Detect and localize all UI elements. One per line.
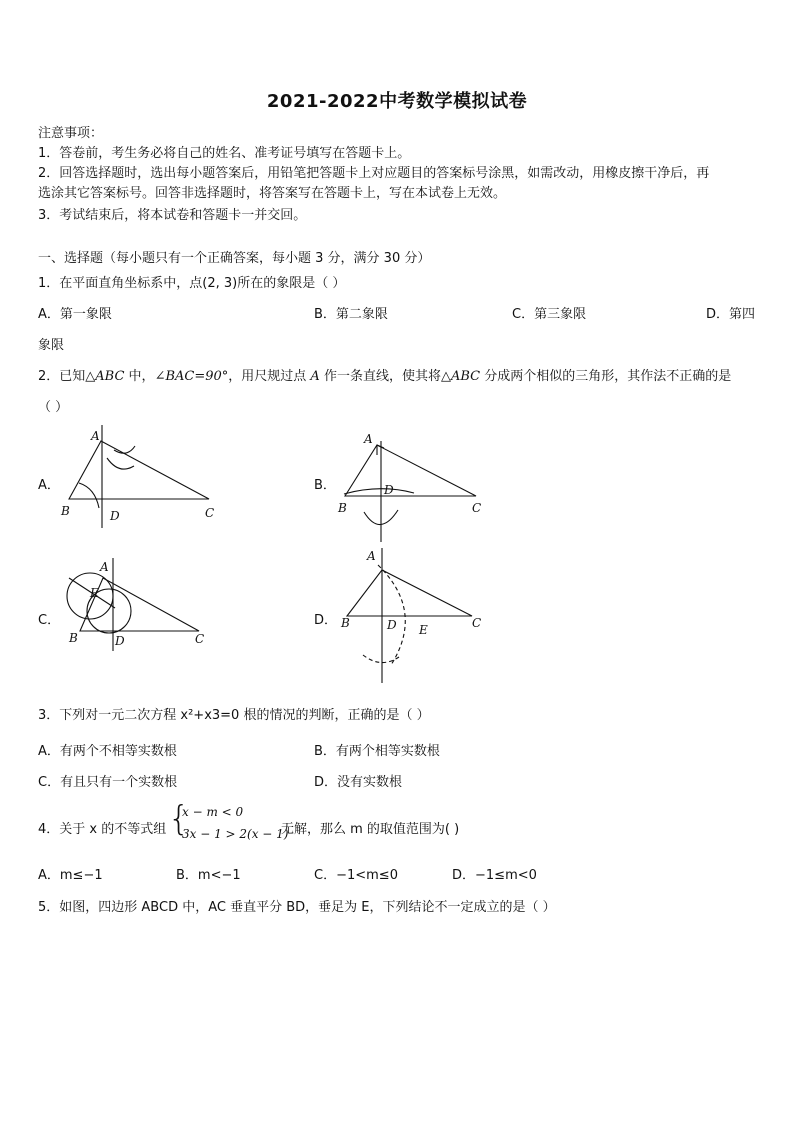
notes-line-1: 1．答卷前，考生务必将自己的姓名、准考证号填写在答题卡上。 (38, 146, 411, 161)
q4-option-b: B．m<−1 (176, 868, 241, 883)
q1-stem: 1．在平面直角坐标系中，点(2, 3)所在的象限是（ ） (38, 276, 346, 291)
fig-a-label-a: A (91, 429, 100, 443)
q1-option-d-wrap: 象限 (38, 338, 65, 353)
q2-option-d-label: D． (314, 613, 338, 628)
notes-line-3: 3．考试结束后，将本试卷和答题卡一并交回。 (38, 208, 307, 223)
fig-b-label-a: A (364, 432, 373, 446)
q2-stem-mid3: 作一条直线，使其将△ (319, 369, 451, 384)
fig-c-label-e: E (90, 586, 99, 600)
notes-line-2a: 2．回答选择题时，选出每小题答案后，用铅笔把答题卡上对应题目的答案标号涂黑，如需改动，用橡皮擦干净后，再 (38, 166, 710, 181)
q2-figure-c (55, 552, 225, 652)
q1-option-d: D．第四 (706, 307, 756, 322)
q2-angle: ∠BAC=90° (154, 369, 229, 384)
q3-option-c: C．有且只有一个实数根 (38, 775, 178, 790)
q3-option-a: A．有两个不相等实数根 (38, 744, 177, 759)
q2-abc-2: ABC (450, 369, 481, 384)
q2-stem-mid1: 中， (124, 369, 155, 384)
q2-stem-mid2: ，用尺规过点 (228, 369, 311, 384)
q2-option-b-label: B． (314, 478, 336, 493)
fig-d-triangle (347, 570, 472, 616)
fig-b-label-b: B (338, 501, 347, 515)
fig-d-label-d: D (387, 618, 397, 632)
q2-figure-d (333, 543, 493, 688)
q2-option-a-label: A． (38, 478, 60, 493)
q1-option-c: C．第三象限 (512, 307, 587, 322)
fig-b-label-d: D (384, 483, 394, 497)
q3-option-b: B．有两个相等实数根 (314, 744, 440, 759)
q4-inequality-2: 3x − 1 > 2(x − 1) (182, 827, 289, 841)
q4-inequality-1: x − m < 0 (182, 805, 244, 819)
fig-d-label-e: E (419, 623, 428, 637)
notes-line-2b: 选涂其它答案标号。回答非选择题时，将答案写在答题卡上，写在本试卷上无效。 (38, 186, 507, 201)
q2-stem (38, 365, 731, 384)
fig-c-label-b: B (69, 631, 78, 645)
fig-d-label-a: A (367, 549, 376, 563)
fig-a-arc-3 (79, 483, 99, 508)
q1-option-b: B．第二象限 (314, 307, 388, 322)
q2-abc-1: ABC (95, 369, 125, 384)
q4-system-brace: { (168, 799, 190, 839)
notes-heading: 注意事项： (38, 126, 104, 141)
section-heading: 一、选择题（每小题只有一个正确答案，每小题 3 分，满分 30 分） (38, 251, 431, 266)
q4-option-d: D．−1≤m<0 (452, 868, 537, 883)
fig-a-label-c: C (205, 506, 215, 520)
fig-c-label-c: C (195, 632, 205, 646)
page-title: 2021-2022中考数学模拟试卷 (266, 91, 528, 112)
q2-option-c-label: C． (38, 613, 61, 628)
q5-stem: 5．如图，四边形 ABCD 中，AC 垂直平分 BD，垂足为 E，下列结论不一定成立的是（ ） (38, 900, 556, 915)
fig-a-arc-1 (107, 458, 134, 469)
q4-option-c: C．−1<m≤0 (314, 868, 398, 883)
q2-stem-post: 分成两个相似的三角形，其作法不正确的是 (480, 369, 732, 384)
q3-option-d: D．没有实数根 (314, 775, 403, 790)
q1-option-a: A．第一象限 (38, 307, 112, 322)
fig-d-label-c: C (472, 616, 482, 630)
fig-b-triangle (345, 445, 476, 496)
fig-d-label-b: B (341, 616, 350, 630)
fig-b-label-c: C (472, 501, 482, 515)
q2-stem-pre: 2．已知△ (38, 369, 96, 384)
q2-point-a: A (310, 369, 320, 384)
q2-figure-a (55, 420, 235, 530)
fig-a-label-b: B (61, 504, 70, 518)
q4-option-a: A．m≤−1 (38, 868, 103, 883)
q4-stem-pre: 4．关于 x 的不等式组 (38, 822, 167, 837)
q2-figure-b (330, 425, 495, 545)
q4-stem-post: 无解，那么 m 的取值范围为( ) (281, 822, 460, 837)
fig-c-label-a: A (100, 560, 109, 574)
q2-paren: （ ） (38, 400, 69, 415)
fig-a-label-d: D (110, 509, 120, 523)
fig-b-arc-1 (344, 489, 414, 494)
fig-c-label-d: D (115, 634, 125, 648)
q3-stem: 3．下列对一元二次方程 x²+x3=0 根的情况的判断，正确的是（ ） (38, 708, 430, 723)
